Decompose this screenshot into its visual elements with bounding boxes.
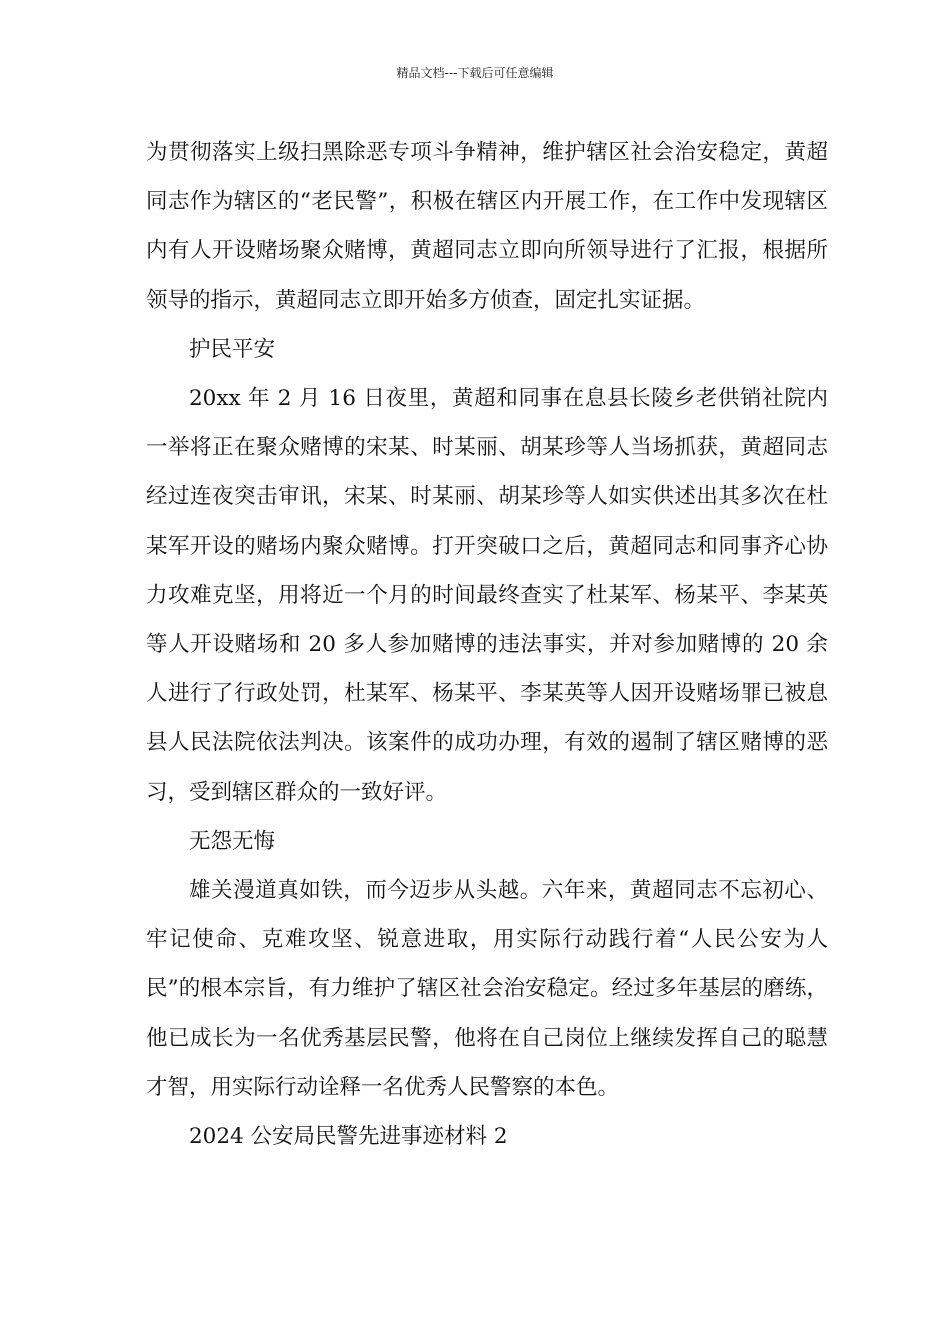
section-heading-protect: 护民平安: [189, 336, 276, 362]
section-heading-no-regret: 无怨无悔: [189, 828, 276, 854]
paragraph-case: 20xx 年 2 月 16 日夜里，黄超和同事在息县长陵乡老供销社院内一举将正在聚众赌博的宋某、时某丽、胡某珍等人当场抓获，黄超同志经过连夜突击审讯，宋某、时某丽、胡某珍等人如实供述出其多次在杜某军开设的赌场内聚众赌博。打开突破口之后，黄超同志和同事齐心协力攻难克坚，用将近一个月的时间最终查实了杜某军、杨某平、李某英等人开设赌场和 20 多人参加赌博的违法事实，并对参加赌博的 20 余人进行了行政处罚，杜某军、杨某平、李某英等人因开设赌场罪已被息县人民法院依法判决。该案件的成功办理，有效的遏制了辖区赌博的恶习，受到辖区群众的一致好评。: [146, 386, 828, 805]
paragraph-summary: 雄关漫道真如铁，而今迈步从头越。六年来，黄超同志不忘初心、牢记使命、克难攻坚、锐意进取，用实际行动践行着“人民公安为人民”的根本宗旨，有力维护了辖区社会治安稳定。经过多年基层的磨练，他已成长为一名优秀基层民警，他将在自己岗位上继续发挥自己的聪慧才智，用实际行动诠释一名优秀人民警察的本色。: [146, 878, 828, 1100]
document-body: [146, 128, 828, 1161]
page-header: 精品文档---下载后可任意编辑: [396, 66, 554, 80]
paragraph-intro: 为贯彻落实上级扫黑除恶专项斗争精神，维护辖区社会治安稳定，黄超同志作为辖区的“老民警”，积极在辖区内开展工作，在工作中发现辖区内有人开设赌场聚众赌博，黄超同志立即向所领导进行了汇报，根据所领导的指示，黄超同志立即开始多方侦查，固定扎实证据。: [146, 140, 828, 313]
document-title-next: 2024 公安局民警先进事迹材料 2: [189, 1124, 508, 1150]
